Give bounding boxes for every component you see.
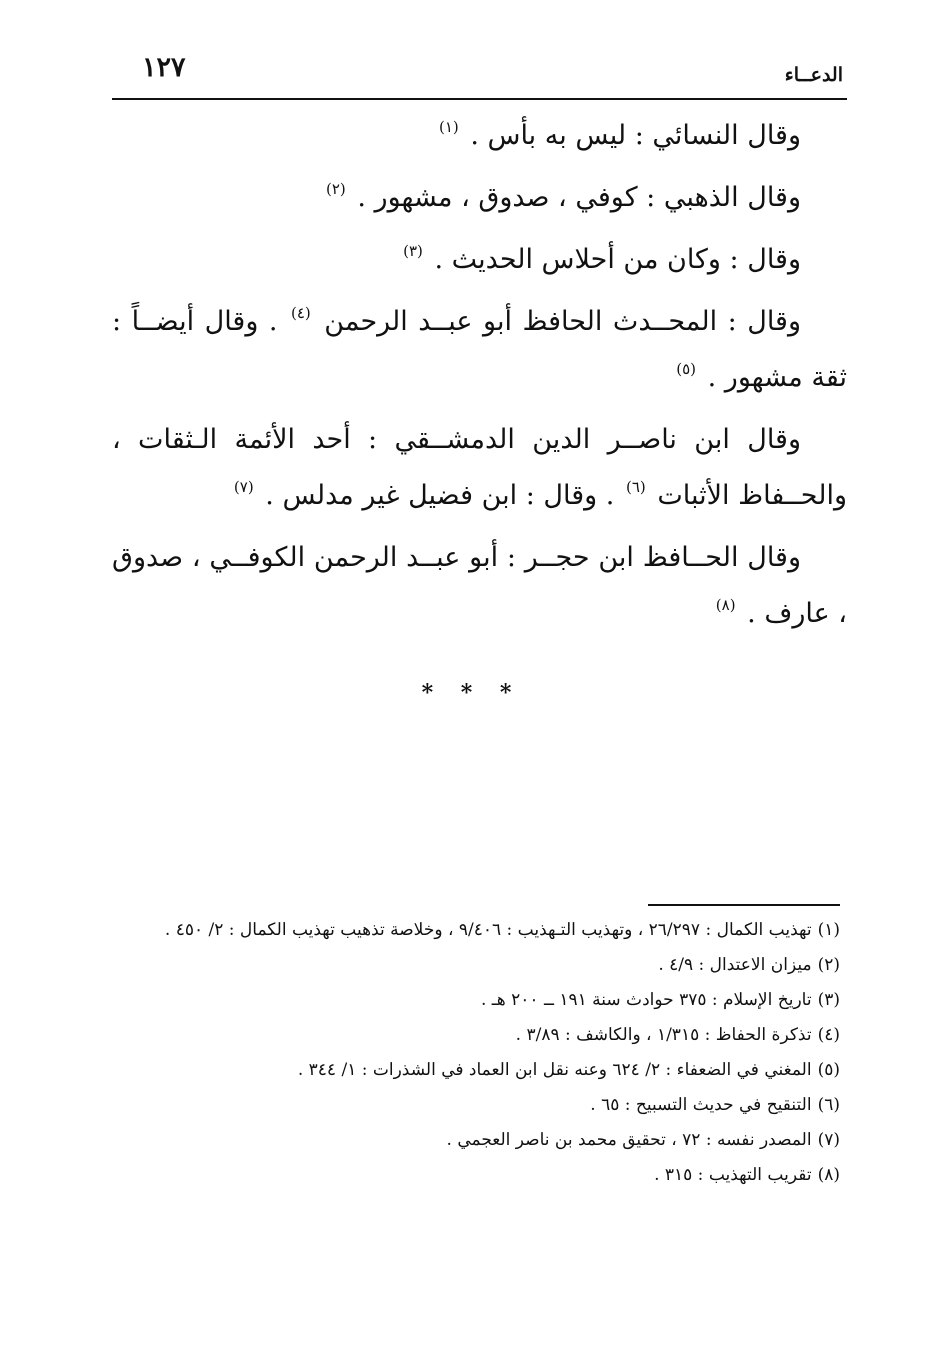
- footnote-number: (٦): [817, 1095, 840, 1115]
- footnote-number: (٣): [817, 990, 840, 1010]
- footnote-1: [104, 913, 840, 948]
- footnote-3: [104, 983, 840, 1018]
- footnote-ref: (٢): [325, 180, 346, 198]
- footnote-text: تهذيب الكمال : ٢٦/٢٩٧ ، وتهذيب التـهذيب : ٩/٤٠٦ ، وخلاصة تذهيب تهذيب الكمال : ٢/ ٤٥٠ .: [164, 920, 812, 940]
- footnote-number: (٢): [817, 955, 840, 975]
- footnote-8: [104, 1158, 840, 1193]
- footnote-number: (٧): [817, 1130, 840, 1150]
- paragraph-4: [112, 294, 847, 406]
- footnote-ref: (٦): [625, 478, 646, 496]
- paragraph-5: [112, 412, 847, 524]
- paragraph-text: وقال ابن ناصــر الدين الدمشــقي : أحد الأئمة الـثقات ، والحــفاظ الأثبات: [112, 424, 847, 511]
- footnote-ref: (١): [438, 118, 459, 136]
- footnote-6: [104, 1088, 840, 1123]
- header-rule: [112, 98, 847, 100]
- page-header: [112, 50, 847, 100]
- footnote-text: ميزان الاعتدال : ٤/٩ .: [658, 955, 812, 975]
- footnote-text: التنقيح في حديث التسبيح : ٦٥ .: [590, 1095, 812, 1115]
- footnote-ref: (٤): [290, 304, 311, 322]
- paragraph-2: [112, 170, 847, 226]
- page-number: ١٢٧: [142, 52, 186, 83]
- footnote-ref: (٧): [233, 478, 254, 496]
- footnotes: [104, 913, 840, 1193]
- paragraph-text: وقال الذهبي : كوفي ، صدوق ، مشهور .: [357, 182, 801, 213]
- footnote-text: تقريب التهذيب : ٣١٥ .: [654, 1165, 812, 1185]
- section-separator: * * *: [421, 680, 522, 706]
- footnote-text: المصدر نفسه : ٧٢ ، تحقيق محمد بن ناصر العجمي .: [446, 1130, 812, 1150]
- footnote-ref: (٥): [676, 360, 697, 378]
- footnote-text: المغني في الضعفاء : ٢/ ٦٢٤ وعنه نقل ابن العماد في الشذرات : ١/ ٣٤٤ .: [297, 1060, 812, 1080]
- footnote-7: [104, 1123, 840, 1158]
- main-text: [112, 108, 847, 648]
- footnote-number: (٤): [817, 1025, 840, 1045]
- footnote-text: تذكرة الحفاظ : ١/٣١٥ ، والكاشف : ٣/٨٩ .: [515, 1025, 812, 1045]
- footnote-ref: (٣): [403, 242, 423, 260]
- paragraph-3: [112, 232, 847, 288]
- paragraph-text-continued: . وقال : ابن فضيل غير مدلس .: [265, 480, 615, 511]
- paragraph-text: وقال الحــافظ ابن حجــر : أبو عبــد الرحمن الكوفــي ، صدوق ، عارف .: [112, 542, 847, 629]
- paragraph-text: وقال : وكان من أحلاس الحديث .: [434, 244, 801, 275]
- paragraph-text: وقال : المحــدث الحافظ أبو عبــد الرحمن: [324, 306, 801, 337]
- footnote-number: (١): [817, 920, 840, 940]
- paragraph-6: [112, 530, 847, 642]
- footnote-4: [104, 1018, 840, 1053]
- footnote-number: (٨): [817, 1165, 840, 1185]
- footnote-ref: (٨): [715, 596, 736, 614]
- running-head: الدعــاء: [784, 64, 843, 86]
- footnote-text: تاريخ الإسلام : ٣٧٥ حوادث سنة ١٩١ ــ ٢٠٠ هـ .: [481, 990, 812, 1010]
- footnote-number: (٥): [817, 1060, 840, 1080]
- footnote-5: [104, 1053, 840, 1088]
- paragraph-1: [112, 108, 847, 164]
- footnote-2: [104, 948, 840, 983]
- paragraph-text-continued: . وقال أيضــاً : ثقة مشهور .: [112, 306, 847, 393]
- paragraph-text: وقال النسائي : ليس به بأس .: [470, 120, 801, 151]
- footnote-rule: [648, 904, 840, 906]
